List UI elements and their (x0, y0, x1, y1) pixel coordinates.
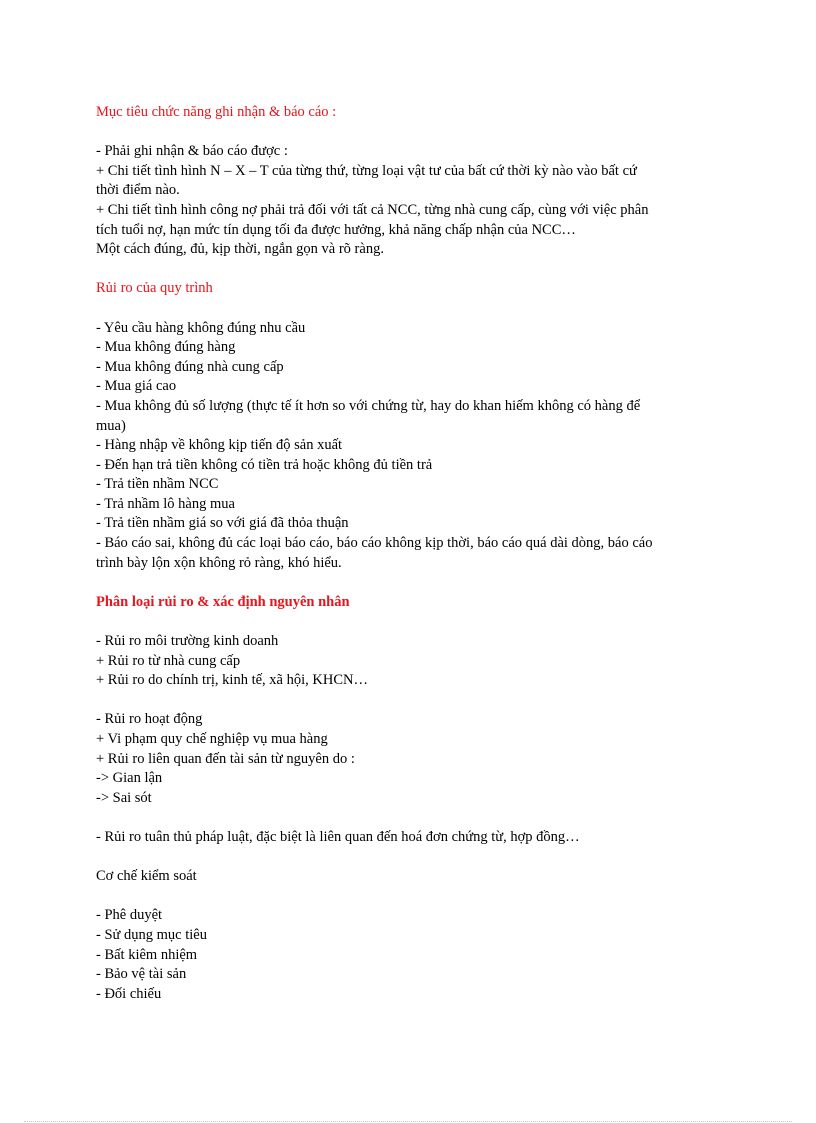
heading-process-risks: Rủi ro của quy trình (96, 280, 213, 297)
spacer (96, 299, 716, 319)
document-page (96, 103, 716, 1004)
list-item: - Mua không đúng hàng (96, 339, 236, 356)
list-item: -> Sai sót (96, 789, 152, 806)
list-item: - Mua không đúng nhà cung cấp (96, 358, 284, 375)
page-bottom-rule (24, 1121, 792, 1122)
spacer (96, 612, 716, 632)
list-item: - Trả tiền nhầm NCC (96, 476, 219, 493)
text-line: Một cách đúng, đủ, kịp thời, ngắn gọn và rõ ràng. (96, 241, 384, 258)
list-item: - Hàng nhập về không kịp tiến độ sản xuất (96, 437, 343, 454)
text-line: + Chi tiết tình hình công nợ phải trả đối với tất cả NCC, từng nhà cung cấp, cùng với việc phân (96, 201, 649, 218)
list-item: - Yêu cầu hàng không đúng nhu cầu (96, 319, 306, 336)
list-item: trình bày lộn xộn không rỏ ràng, khó hiểu. (96, 554, 342, 571)
list-item: + Vi phạm quy chế nghiệp vụ mua hàng (96, 731, 328, 747)
spacer (96, 848, 716, 868)
text-line: - Phải ghi nhận & báo cáo được : (96, 143, 288, 160)
list-item: -> Gian lận (96, 770, 163, 787)
list-item: - Mua không đủ số lượng (thực tế ít hơn so với chứng từ, hay do khan hiếm không có hàng để (96, 397, 641, 414)
text-line: + Chi tiết tình hình N – X – T của từng thứ, từng loại vật tư của bất cứ thời kỳ nào vào bất cứ (96, 162, 637, 179)
list-item: + Rủi ro từ nhà cung cấp (96, 652, 241, 669)
text-line: tích tuổi nợ, hạn mức tín dụng tối đa được hưởng, khả năng chấp nhận của NCC… (96, 221, 576, 238)
list-item: - Sử dụng mục tiêu (96, 926, 207, 943)
list-item: - Rủi ro hoạt động (96, 711, 203, 728)
list-item: - Báo cáo sai, không đủ các loại báo cáo, báo cáo không kịp thời, báo cáo quá dài dòng, báo cáo (96, 535, 653, 552)
list-item: - Đối chiếu (96, 985, 162, 1002)
list-item: - Rủi ro môi trường kinh doanh (96, 633, 279, 650)
list-item: - Bảo vệ tài sản (96, 966, 187, 983)
list-item: - Trả tiền nhầm giá so với giá đã thỏa thuận (96, 515, 349, 532)
list-item: - Phê duyệt (96, 907, 163, 924)
spacer (96, 808, 716, 828)
heading-control-mechanisms: Cơ chế kiểm soát (96, 868, 197, 885)
list-item: - Đến hạn trả tiền không có tiền trả hoặc không đủ tiền trả (96, 456, 433, 473)
list-item: mua) (96, 417, 126, 434)
text-line: thời điểm nào. (96, 182, 180, 199)
heading-risk-classification: Phân loại rủi ro & xác định nguyên nhân (96, 593, 350, 610)
spacer (96, 123, 716, 143)
heading-recording-reporting-objectives: Mục tiêu chức năng ghi nhận & báo cáo : (96, 104, 337, 120)
spacer (96, 887, 716, 907)
list-item: - Trả nhầm lô hàng mua (96, 495, 235, 512)
spacer (96, 260, 716, 280)
list-item: - Bất kiêm nhiệm (96, 946, 198, 963)
spacer (96, 573, 716, 593)
spacer (96, 691, 716, 711)
list-item: - Rủi ro tuân thủ pháp luật, đặc biệt là liên quan đến hoá đơn chứng từ, hợp đồng… (96, 828, 580, 845)
list-item: + Rủi ro do chính trị, kinh tế, xã hội, KHCN… (96, 672, 368, 689)
list-item: + Rủi ro liên quan đến tài sản từ nguyên do : (96, 750, 355, 767)
list-item: - Mua giá cao (96, 378, 177, 395)
